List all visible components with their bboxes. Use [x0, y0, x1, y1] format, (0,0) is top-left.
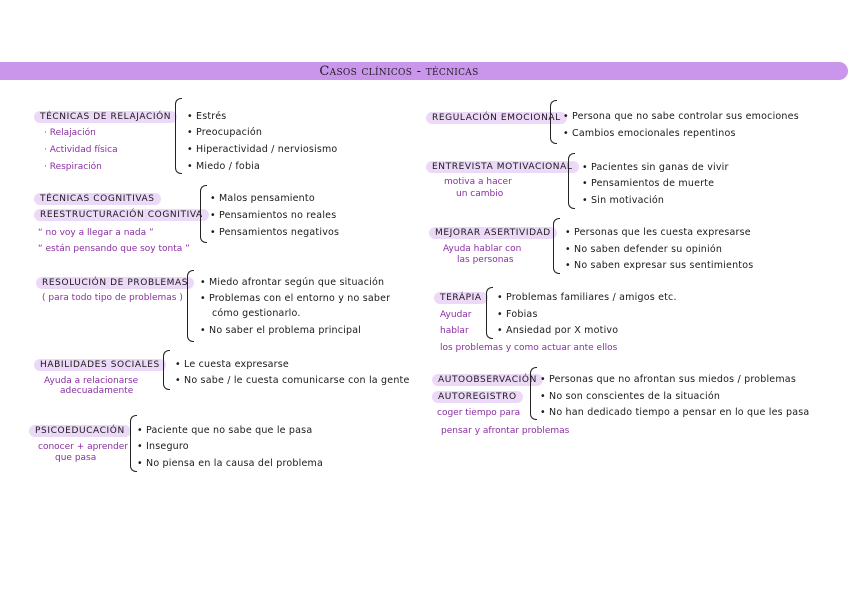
bullet-item: • No han dedicado tiempo a pensar en lo que les pasa [540, 407, 810, 418]
section-note: hablar [440, 326, 469, 336]
section-note: Ayuda a relacionarse [44, 376, 139, 386]
section-heading: AUTOOBSERVACIÓN [432, 374, 543, 386]
bullet-item: • No sabe / le cuesta comunicarse con la gente [175, 375, 410, 386]
section-note: un cambio [456, 189, 504, 199]
brace-divider [130, 415, 137, 472]
page-title: Casos clínicos - técnicas [319, 64, 479, 79]
brace-divider [175, 98, 182, 174]
section-note: adecuadamente [60, 386, 134, 396]
section-note: motiva a hacer [444, 177, 512, 187]
section-note: coger tiempo para [437, 408, 521, 418]
bullet-item: • Pensamientos de muerte [582, 178, 715, 189]
section-heading: ENTREVISTA MOTIVACIONAL [426, 161, 579, 173]
bullet-item: • No saber el problema principal [200, 325, 362, 336]
bullet-item: • Fobias [497, 309, 538, 320]
brace-divider [163, 350, 170, 390]
section-heading: TERÁPIA [434, 292, 488, 304]
section-note: · Respiración [44, 162, 102, 172]
section-note: “ están pensando que soy tonta ” [38, 244, 190, 254]
section-note: conocer + aprender [38, 442, 129, 452]
bullet-item: cómo gestionarlo. [212, 308, 301, 319]
bullet-item: • Sin motivación [582, 195, 665, 206]
brace-divider [553, 218, 560, 274]
brace-divider [187, 270, 194, 342]
bullet-item: • Pensamientos negativos [210, 227, 340, 238]
bullet-item: • Estrés [187, 111, 227, 122]
section-note: pensar y afrontar problemas [441, 426, 570, 436]
brace-divider [568, 153, 575, 209]
bullet-item: • Personas que no afrontan sus miedos / problemas [540, 374, 796, 385]
section-heading: PSICOEDUCACIÓN [29, 425, 131, 437]
section-note: “ no voy a llegar a nada ” [38, 228, 154, 238]
section-note: · Relajación [44, 128, 96, 138]
bullet-item: • Malos pensamiento [210, 193, 315, 204]
section-heading: REGULACIÓN EMOCIONAL [426, 112, 567, 124]
bullet-item: • Problemas familiares / amigos etc. [497, 292, 677, 303]
bullet-item: • Inseguro [137, 441, 189, 452]
section-note: ( para todo tipo de problemas ) [42, 293, 183, 303]
section-note: · Actividad física [44, 145, 118, 155]
section-heading: HABILIDADES SOCIALES [34, 359, 166, 371]
bullet-item: • No saben defender su opinión [565, 244, 723, 255]
bullet-item: • Le cuesta expresarse [175, 359, 289, 370]
bullet-item: • Preocupación [187, 127, 263, 138]
bullet-item: • Personas que les cuesta expresarse [565, 227, 751, 238]
bullet-item: • Cambios emocionales repentinos [563, 128, 736, 139]
brace-divider [530, 367, 537, 420]
brace-divider [550, 100, 557, 144]
bullet-item: • Problemas con el entorno y no saber [200, 293, 391, 304]
section-note: Ayuda hablar con [443, 244, 522, 254]
bullet-item: • No son conscientes de la situación [540, 391, 721, 402]
bullet-item: • Pensamientos no reales [210, 210, 337, 221]
section-heading: RESOLUCIÓN DE PROBLEMAS [36, 277, 194, 289]
bullet-item: • Persona que no sabe controlar sus emociones [563, 111, 799, 122]
bullet-item: • Miedo / fobia [187, 161, 261, 172]
bullet-item: • Pacientes sin ganas de vivir [582, 162, 729, 173]
bullet-item: • No saben expresar sus sentimientos [565, 260, 754, 271]
brace-divider [486, 287, 493, 339]
bullet-item: • Paciente que no sabe que le pasa [137, 425, 313, 436]
bullet-item: • No piensa en la causa del problema [137, 458, 323, 469]
section-note: las personas [457, 255, 514, 265]
section-heading: MEJORAR ASERTIVIDAD [429, 227, 557, 239]
section-heading: TÉCNICAS COGNITIVAS [34, 193, 161, 205]
brace-divider [200, 185, 207, 243]
section-heading: AUTOREGISTRO [432, 391, 523, 403]
section-note: que pasa [55, 453, 97, 463]
bullet-item: • Miedo afrontar según que situación [200, 277, 385, 288]
section-note: Ayudar [440, 310, 472, 320]
bullet-item: • Hiperactividad / nerviosismo [187, 144, 338, 155]
section-heading: REESTRUCTURACIÓN COGNITIVA [34, 209, 209, 221]
section-heading: TÉCNICAS DE RELAJACIÓN [34, 111, 177, 123]
section-note: los problemas y como actuar ante ellos [440, 343, 618, 353]
bullet-item: • Ansiedad por X motivo [497, 325, 619, 336]
